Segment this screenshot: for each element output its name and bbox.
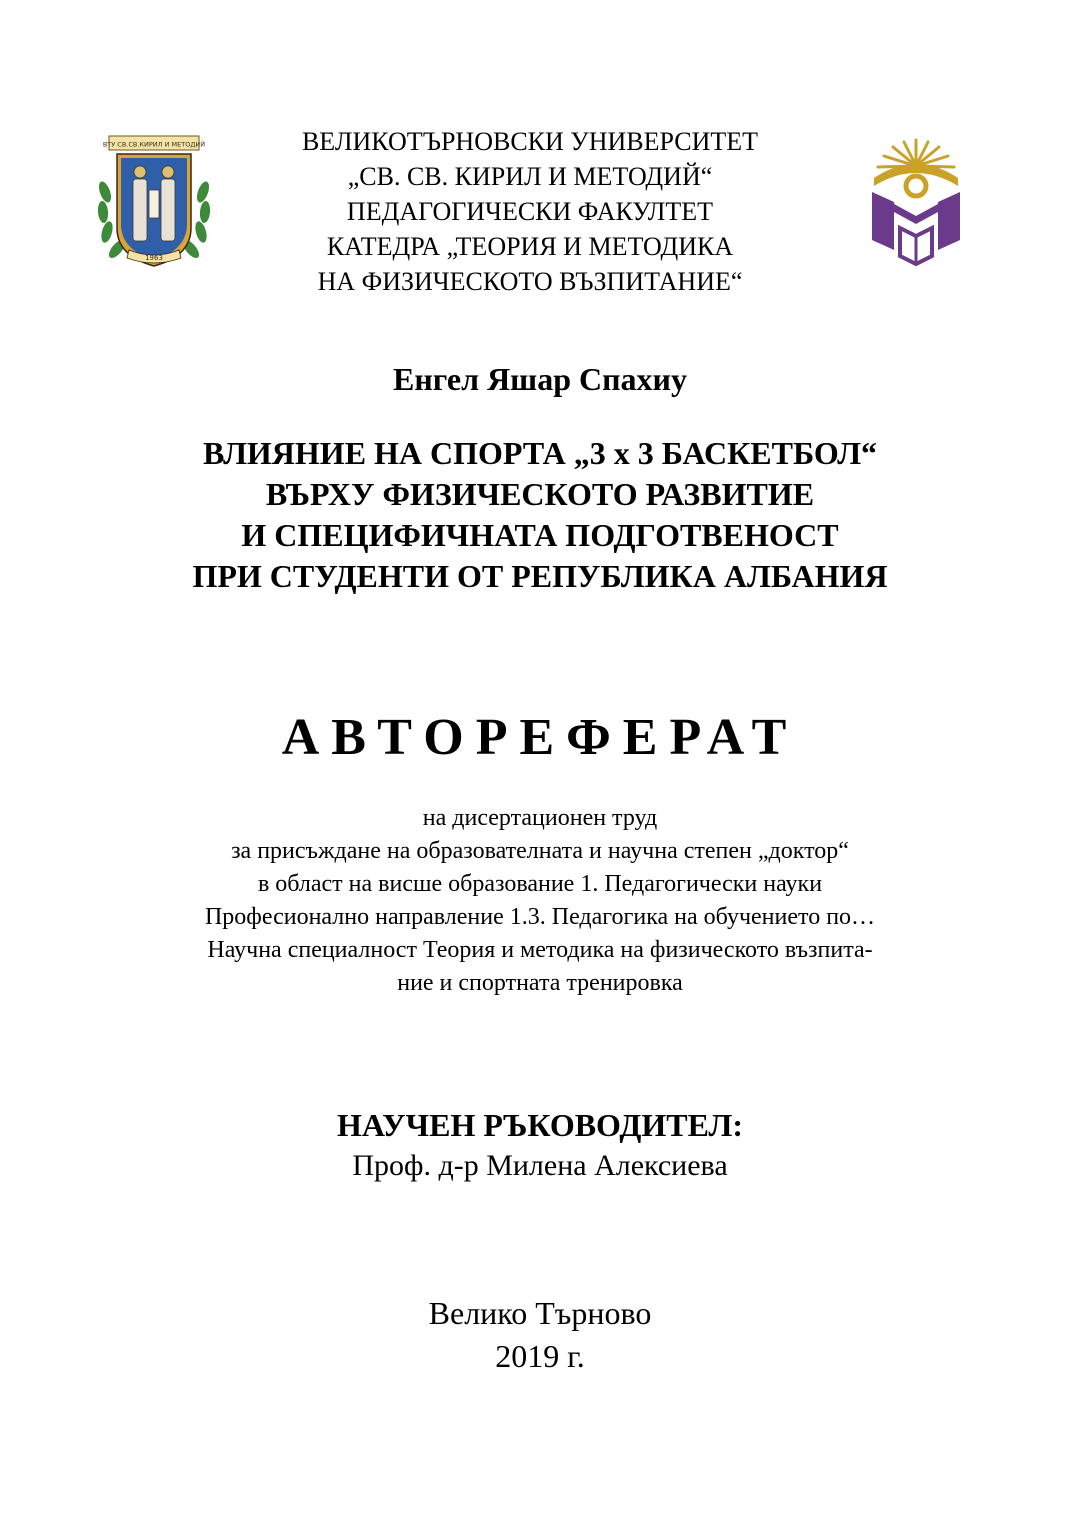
institution-header xyxy=(230,124,830,299)
supervisor-name: Проф. д-р Милена Алексиева xyxy=(352,1149,728,1182)
university-crest-icon xyxy=(95,132,213,272)
dissertation-description xyxy=(90,802,990,1000)
header-line-saints: „СВ. СВ. КИРИЛ И МЕТОДИЙ“ xyxy=(347,162,713,191)
description-line-5: Научна специалност Теория и методика на физическото възпита- xyxy=(207,937,873,963)
description-line-3: в област на висше образование 1. Педагогически науки xyxy=(257,871,823,897)
description-line-1: на дисертационен труд xyxy=(422,805,658,831)
document-type-heading: АВТОРЕФЕРАТ xyxy=(281,709,799,766)
supervisor-label: НАУЧЕН РЪКОВОДИТЕЛ: xyxy=(336,1107,744,1143)
title-line-3: И СПЕЦИФИЧНАТА ПОДГОТВЕНОСТ xyxy=(241,517,839,553)
crest-year-text: 1963 xyxy=(145,254,163,262)
description-line-2: за присъждане на образователната и научна степен „доктор“ xyxy=(231,838,849,864)
header-line-faculty: ПЕДАГОГИЧЕСКИ ФАКУЛТЕТ xyxy=(346,197,714,226)
faculty-emblem-icon xyxy=(864,132,968,272)
crest-ribbon-text: ВТУ СВ.СВ.КИРИЛ И МЕТОДИЙ xyxy=(102,140,206,149)
title-line-1: ВЛИЯНИЕ НА СПОРТА „3 х 3 БАСКЕТБОЛ“ xyxy=(202,435,878,471)
header-line-department-cont: НА ФИЗИЧЕСКОТО ВЪЗПИТАНИЕ“ xyxy=(317,267,743,296)
description-line-6: ние и спортната тренировка xyxy=(397,970,683,996)
header-line-university: ВЕЛИКОТЪРНОВСКИ УНИВЕРСИТЕТ xyxy=(301,127,759,156)
description-line-4: Професионално направление 1.3. Педагогика на обучението по… xyxy=(204,904,876,930)
header-line-department: КАТЕДРА „ТЕОРИЯ И МЕТОДИКА xyxy=(326,232,734,261)
title-line-4: ПРИ СТУДЕНТИ ОТ РЕПУБЛИКА АЛБАНИЯ xyxy=(192,558,888,594)
publication-city: Велико Търново xyxy=(428,1295,652,1331)
title-line-2: ВЪРХУ ФИЗИЧЕСКОТО РАЗВИТИЕ xyxy=(265,476,815,512)
author-name: Енгел Яшар Спахиу xyxy=(393,361,687,397)
dissertation-title xyxy=(60,433,1020,597)
publication-year: 2019 г. xyxy=(495,1338,585,1374)
